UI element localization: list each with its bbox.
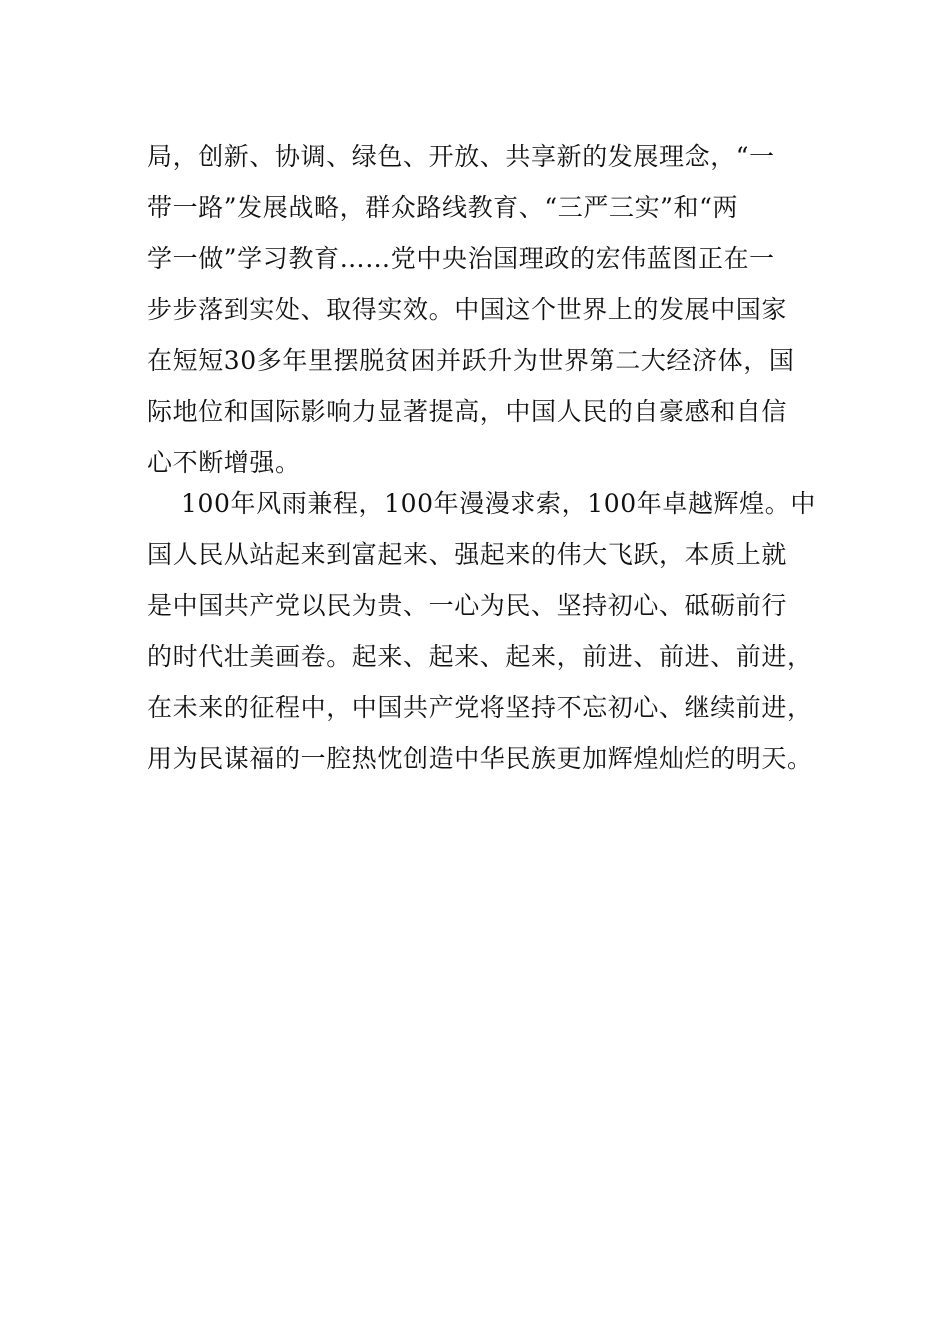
paragraph-line: 是中国共产党以民为贵、一心为民、坚持初心、砥砺前行: [147, 591, 788, 620]
paragraph-line: 带一路”发展战略，群众路线教育、“三严三实”和“两: [147, 193, 739, 222]
paragraph-2: [147, 478, 816, 784]
paragraph-1: [147, 131, 807, 488]
paragraph-line: 步步落到实处、取得实效。中国这个世界上的发展中国家: [147, 295, 788, 324]
paragraph-line: 心不断增强。: [147, 448, 301, 477]
paragraph-line: 国人民从站起来到富起来、强起来的伟大飞跃，本质上就: [147, 540, 788, 569]
paragraph-line: 际地位和国际影响力显著提高，中国人民的自豪感和自信: [147, 397, 788, 426]
paragraph-line: 在短短30多年里摆脱贫困并跃升为世界第二大经济体，国: [147, 346, 795, 375]
paragraph-line: 学一做”学习教育……党中央治国理政的宏伟蓝图正在一: [147, 244, 775, 273]
paragraph-line: 用为民谋福的一腔热忱创造中华民族更加辉煌灿烂的明天。: [147, 744, 813, 773]
paragraph-line: 在未来的征程中，中国共产党将坚持不忘初心、继续前进，: [147, 693, 813, 722]
paragraph-line: 局，创新、协调、绿色、开放、共享新的发展理念，“一: [147, 142, 775, 171]
paragraph-line: 的时代壮美画卷。起来、起来、起来，前进、前进、前进，: [147, 642, 813, 671]
paragraph-first-line: 100年风雨兼程，100年漫漫求索，100年卓越辉煌。中: [181, 489, 816, 518]
